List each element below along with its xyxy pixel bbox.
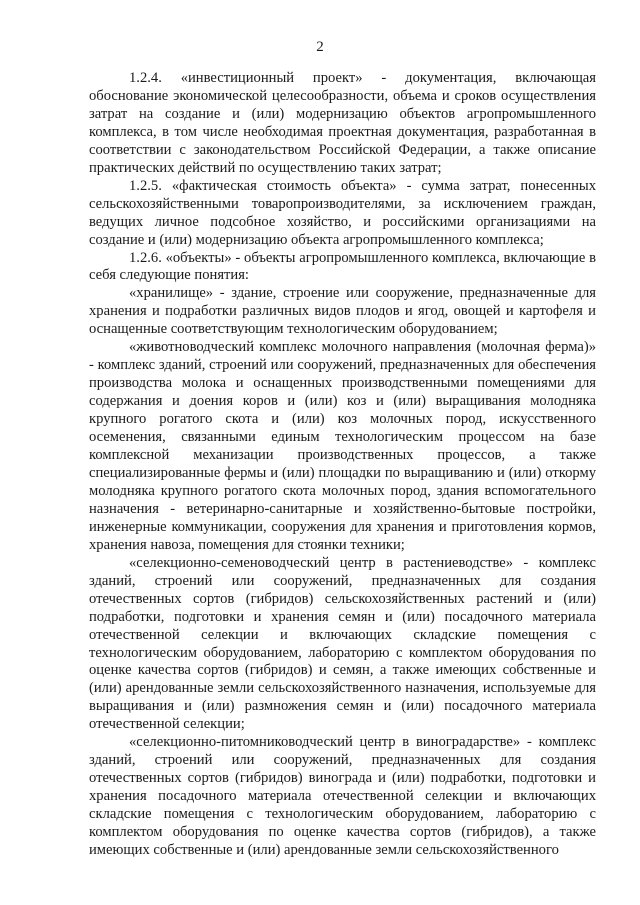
paragraph-1-2-4: 1.2.4. «инвестиционный проект» - документация, включающая обоснование экономической целесообразности, объема и сроков осуществления затрат на создание и (или) модернизацию объектов агропромышленного комплекса, в том числе необходимая проектная документация, разработанная в соответствии с законодательством Российской Федерации, а также описание практических действий по осуществлению таких затрат; [89, 70, 596, 176]
definition-seed-breeding-center: «селекционно-семеноводческий центр в растениеводстве» - комплекс зданий, строений или сооружений, предназначенных для создания отечественных сортов (гибридов) сельскохозяйственных растений и (или) подработки, подготовки и хранения семян и (или) посадочного материала отечественной селекции и включающих складские помещения с технологическим оборудованием, лабораторию с комплектом оборудования по оценке качества сортов (гибридов) и семян, а также имеющих собственные и (или) арендованные земли сельскохозяйственного назначения, используемые для выращивания и (или) размножения семян и (или) посадочного материала отечественной селекции; [89, 554, 596, 733]
page-number: 2 [316, 39, 324, 55]
definition-viticulture-nursery-center: «селекционно-питомниководческий центр в виноградарстве» - комплекс зданий, строений или сооружений, предназначенных для создания отечественных сортов (гибридов) винограда и (или) подработки, подготовки и хранения посадочного материала отечественной селекции и включающих складские помещения с технологическим оборудованием, лабораторию с комплектом оборудования по оценке качества сортов (гибридов), а также имеющих собственные и (или) арендованные земли сельскохозяйственного [89, 734, 596, 858]
paragraph-1-2-6: 1.2.6. «объекты» - объекты агропромышленного комплекса, включающие в себя следующие понятия: [89, 249, 596, 284]
definition-dairy-complex: «животноводческий комплекс молочного направления (молочная ферма)» - комплекс зданий, строений или сооружений, предназначенных для обеспечения производства молока и оснащенных производственными помещениями для содержания и доения коров и (или) коз и (или) выращивания молодняка крупного рогатого скота и (или) коз молочных пород, искусственного осеменения, связанными единым технологическим процессом на базе комплексной механизации производственных процессов, а также специализированные фермы и (или) площадки по выращиванию и (или) откорму молодняка крупного рогатого скота молочных пород, здания вспомогательного назначения - ветеринарно-санитарные и хозяйственно-бытовые постройки, инженерные коммуникации, сооружения для хранения и приготовления кормов, хранения навоза, помещения для стоянки техники; [89, 339, 596, 553]
document-body [89, 70, 596, 860]
paragraph-1-2-5: 1.2.5. «фактическая стоимость объекта» - сумма затрат, понесенных сельскохозяйственными товаропроизводителями, за исключением граждан, ведущих личное подсобное хозяйство, и российскими организациями на создание и (или) модернизацию объекта агропромышленного комплекса; [89, 177, 596, 248]
definition-storage: «хранилище» - здание, строение или сооружение, предназначенные для хранения и подработки различных видов плодов и ягод, овощей и картофеля и оснащенные соответствующим технологическим оборудованием; [89, 285, 596, 338]
